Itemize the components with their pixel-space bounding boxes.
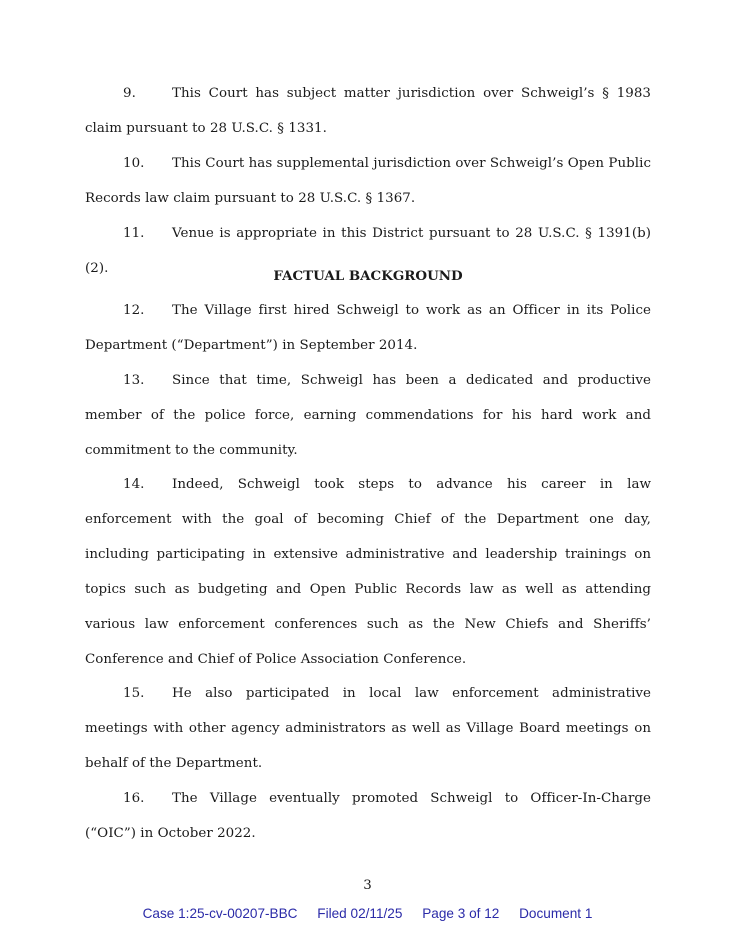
paragraph-number: 13. [123,373,145,388]
paragraph-number: 14. [123,477,145,492]
paragraph-12 [85,294,651,364]
footer-filed-date: Filed 02/11/25 [317,906,403,921]
paragraph-text: The Village eventually promoted Schweigl to Officer-In-Charge (“OIC”) in October 2022. [85,791,651,841]
ecf-footer [0,906,735,921]
footer-document-number: Document 1 [519,906,593,921]
footer-page-count: Page 3 of 12 [422,906,500,921]
paragraph-16 [85,782,651,852]
paragraph-15 [85,677,651,782]
paragraph-10 [85,147,651,217]
page-number: 3 [363,878,372,893]
paragraph-number: 10. [123,156,145,171]
paragraph-number: 9. [123,86,136,101]
paragraph-text: The Village first hired Schweigl to work as an Officer in its Police Department (“Department”) in September 2014. [85,303,651,353]
paragraph-number: 11. [123,226,145,241]
paragraph-number: 15. [123,686,145,701]
paragraph-14 [85,468,651,677]
paragraph-text: Since that time, Schweigl has been a dedicated and productive member of the police force, earning commendations for his hard work and commitment to the community. [85,373,651,458]
paragraph-text: Venue is appropriate in this District pursuant to 28 U.S.C. § 1391(b)(2). [85,226,651,276]
paragraph-text: He also participated in local law enforcement administrative meetings with other agency administrators as well as Village Board meetings on behalf of the Department. [85,686,651,771]
paragraph-13 [85,364,651,469]
footer-case-number: Case 1:25-cv-00207-BBC [142,906,298,921]
paragraph-number: 16. [123,791,145,806]
paragraph-9 [85,77,651,147]
paragraph-text: This Court has supplemental jurisdiction over Schweigl’s Open Public Records law claim pursuant to 28 U.S.C. § 1367. [85,156,651,206]
paragraph-text: This Court has subject matter jurisdiction over Schweigl’s § 1983 claim pursuant to 28 U.S.C. § 1331. [85,86,651,136]
paragraph-text: Indeed, Schweigl took steps to advance his career in law enforcement with the goal of becoming Chief of the Department one day, including participating in extensive administrative and leadership trainings on topics such as budgeting and Open Public Records law as well as attending various law enforcement conferences such as the New Chiefs and Sheriffs’ Conference and Chief of Police Association Conference. [85,477,651,667]
paragraph-number: 12. [123,303,145,318]
section-heading: FACTUAL BACKGROUND [273,268,463,284]
